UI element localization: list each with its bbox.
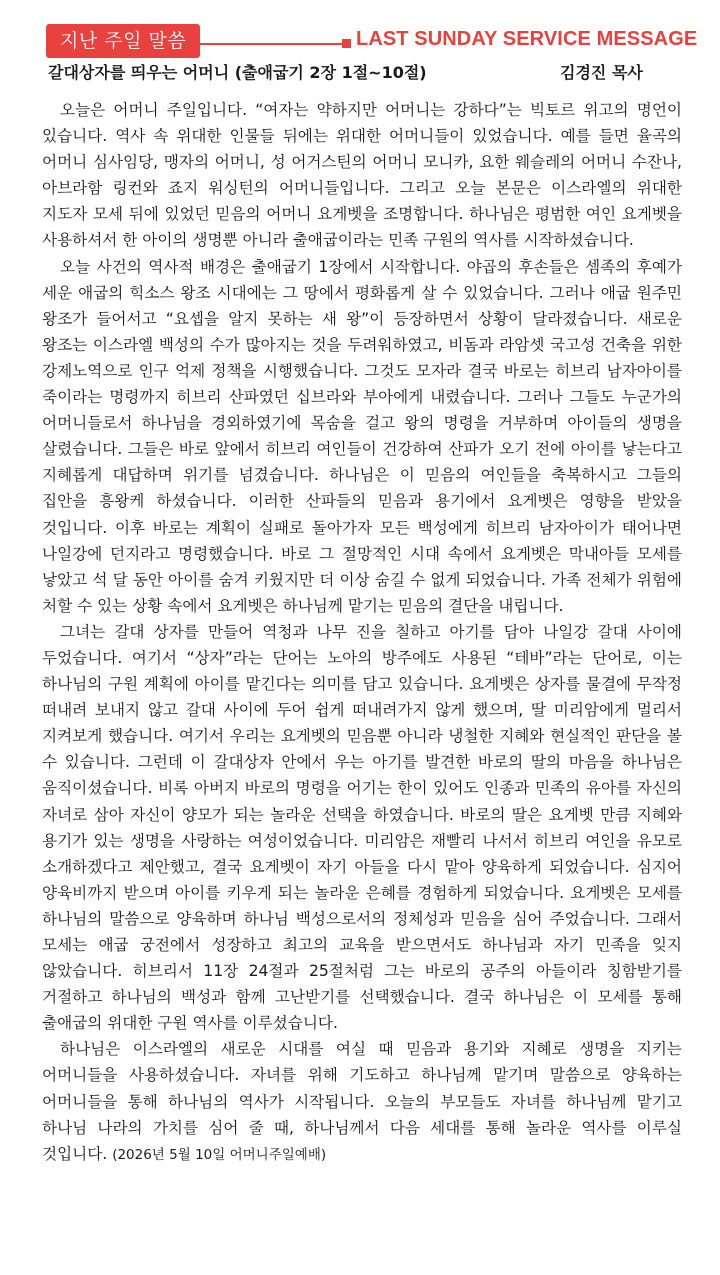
sermon-title: 갈대상자를 띄우는 어머니 (출애굽기 2장 1절~10절) [48, 63, 427, 82]
paragraph-text: 하나님은 이스라엘의 새로운 시대를 여실 때 믿음과 용기와 지혜로 생명을 지키는 어머니들을 사용하셨습니다. 자녀를 위해 기도하고 하나님께 맡기며 말씀으로 양육하는 어머니들을 통해 하나님의 역사가 시작됩니다. 오늘의 부모들도 자녀를 하나님께 맡기고 하나님 나라의 가치를 심어 줄 때, 하나님께서 다음 세대를 통해 놀라운 역사를 이루실 것입니다. [42, 1040, 682, 1163]
sermon-body [42, 97, 682, 1168]
paragraph: 오늘은 어머니 주일입니다. “여자는 약하지만 어머니는 강하다”는 빅토르 위고의 명언이 있습니다. 역사 속 위대한 인물들 뒤에는 위대한 어머니들이 있었습니다. 예를 들면 율곡의 어머니 심사임당, 맹자의 어머니, 성 어거스틴의 어머니 모니카, 요한 웨슬레의 어머니 수잔나, 아브라함 링컨와 죠지 워싱턴의 어머니들입니다. 그리고 오늘 본문은 이스라엘의 위대한 지도자 모세 뒤에 있었던 믿음의 어머니 요게벳을 조명합니다. 하나님은 평범한 여인 요게벳을 사용하셔서 한 아이의 생명뿐 아니라 출애굽이라는 민족 구원의 역사를 시작하셨습니다. [42, 101, 682, 250]
paragraph: 오늘 사건의 역사적 배경은 출애굽기 1장에서 시작합니다. 야곱의 후손들은 셈족의 후예가 세운 애굽의 힉소스 왕조 시대에는 그 땅에서 평화롭게 살 수 있었습니다. 그러나 애굽 원주민 왕조가 들어서고 “요셉을 알지 못하는 새 왕”이 등장하면서 상황이 달라졌습니다. 새로운 왕조는 이스라엘 백성의 수가 많아지는 것을 두려워하였고, 비돔과 라암셋 국고성 건축을 위한 강제노역으로 인구 억제 정책을 시행했습니다. 그것도 모자라 결국 바로는 히브리 남자아이를 죽이라는 명령까지 히브리 산파였던 십브라와 부아에게 내렸습니다. 그러나 그들도 누군가의 어머니들로서 하나님을 경외하였기에 목숨을 걸고 왕의 명령을 거부하며 아이들의 생명을 살렸습니다. 그들은 바로 앞에서 히브리 여인들이 건강하여 산파가 오기 전에 아이를 낳는다고 지혜롭게 대답하며 위기를 넘겼습니다. 하나님은 이 믿음의 여인들을 축복하시고 그들의 집안을 흥왕케 하셨습니다. 이러한 산파들의 믿음과 용기에서 요게벳은 영향을 받았을 것입니다. 이후 바로는 계획이 실패로 돌아가자 모든 백성에게 히브리 남자아이가 태어나면 나일강에 던지라고 명령했습니다. 바로 그 절망적인 시대 속에서 요게벳은 막내아들 모세를 낳았고 석 달 동안 아이를 숨겨 키웠지만 더 이상 숨길 수 없게 되었습니다. 가족 전체가 위험에 처할 수 있는 상황 속에서 요게벳은 하나님께 맡기는 믿음의 결단을 내립니다. [42, 257, 682, 615]
paragraph-last [42, 1036, 682, 1167]
page-header [0, 0, 720, 90]
preacher-name: 김경진 목사 [560, 63, 643, 82]
tag-connector-line [200, 43, 345, 45]
paragraph: 그녀는 갈대 상자를 만들어 역청과 나무 진을 칠하고 아기를 담아 나일강 갈대 사이에 두었습니다. 여기서 “상자”라는 단어는 노아의 방주에도 사용된 “테바”라는 단어로, 이는 하나님의 구원 계획에 아이를 맡긴다는 의미를 담고 있습니다. 요게벳은 상자를 물결에 무작정 떠내려 보내지 않고 갈대 사이에 두어 쉽게 떠내려가지 않게 했으며, 딸 미리암에게 멀리서 지켜보게 했습니다. 여기서 우리는 요게벳의 믿음뿐 아니라 냉철한 지혜와 현실적인 판단을 볼 수 있습니다. 그런데 이 갈대상자 안에서 우는 아기를 발견한 바로의 딸의 마음을 하나님은 움직이셨습니다. 비록 아버지 바로의 명령을 어기는 한이 있어도 인종과 민족의 유아를 자신의 자녀로 삼아 자신이 양모가 되는 놀라운 선택을 하였습니다. 바로의 딸은 요게벳 만큼 지혜와 용기가 있는 생명을 사랑하는 여성이었습니다. 미리암은 재빨리 나서서 히브리 여인을 유모로 소개하겠다고 제안했고, 결국 요게벳이 자기 아들을 다시 맡아 양육하게 되었습니다. 심지어 양육비까지 받으며 아이를 키우게 되는 놀라운 은혜를 경험하게 되었습니다. 요게벳은 모세를 하나님의 말씀으로 양육하며 하나님 백성으로서의 정체성과 믿음을 심어 주었습니다. 그래서 모세는 애굽 궁전에서 성장하고 최고의 교육을 받으면서도 하나님과 자기 민족을 잊지 않았습니다. 히브리서 11장 24절과 25절처럼 그는 바로의 공주의 아들이라 칭함받기를 거절하고 하나님의 백성과 함께 고난받기를 선택했습니다. 결국 하나님은 이 모세를 통해 출애굽의 위대한 구원 역사를 이루셨습니다. [42, 622, 682, 1033]
service-date-note: (2026년 5월 10일 어머니주일예배) [112, 1146, 327, 1163]
tag-connector-square-icon [342, 39, 351, 48]
section-tag: 지난 주일 말씀 [46, 24, 200, 58]
english-section-title: LAST SUNDAY SERVICE MESSAGE [356, 28, 698, 50]
